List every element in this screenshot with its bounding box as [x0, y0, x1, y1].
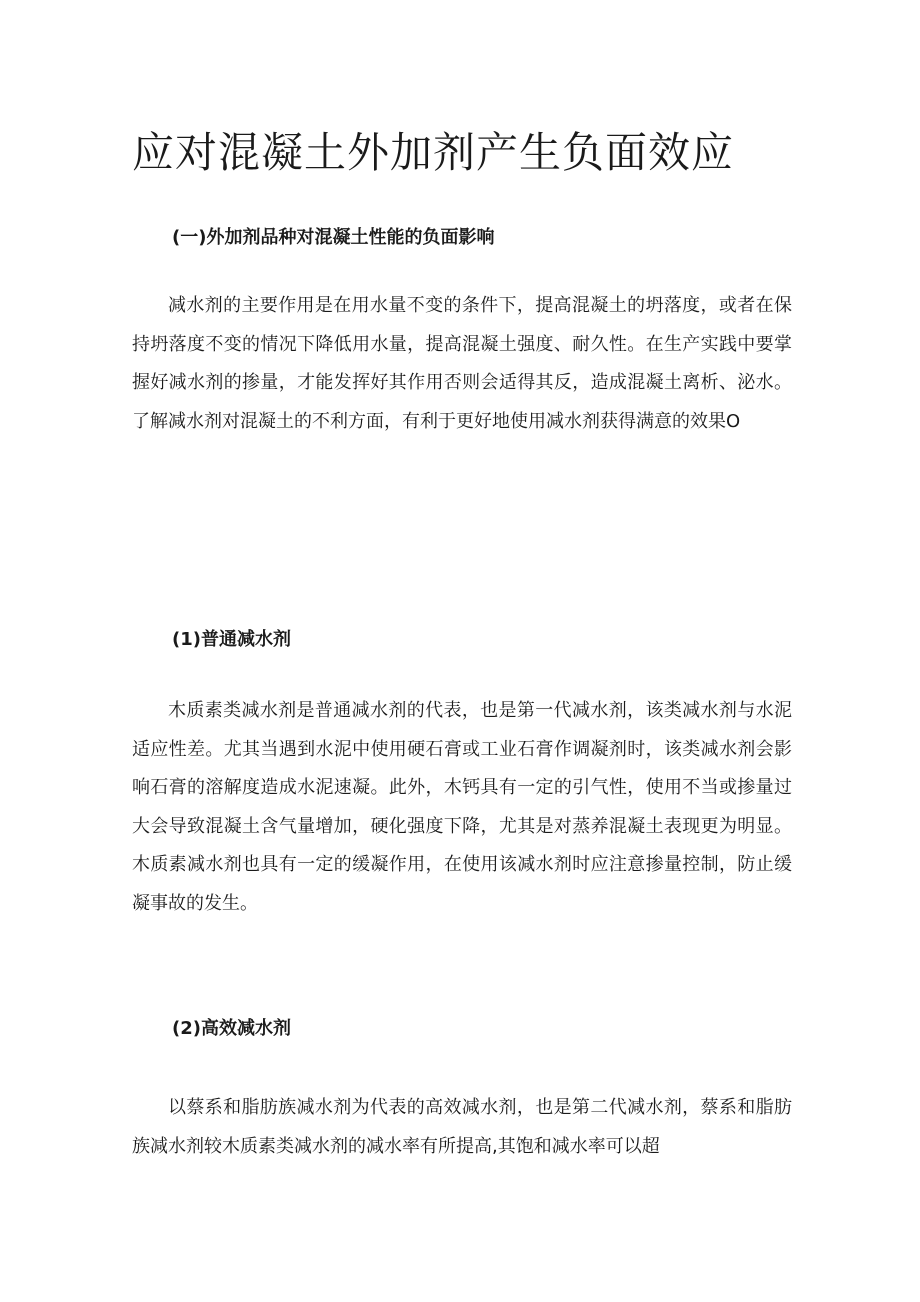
- subsection-heading-high-efficiency-water-reducer: (2)高效减水剂: [172, 1018, 291, 1039]
- subsection-paragraph-ordinary-water-reducer: 木质素类减水剂是普通减水剂的代表，也是第一代减水剂，该类减水剂与水泥适应性差。尤其当遇到水泥中使用硬石膏或工业石膏作调凝剂时，该类减水剂会影响石膏的溶解度造成水泥速凝。此外，木钙具有一定的引气性，使用不当或掺量过大会导致混凝土含气量增加，硬化强度下降，尤其是对蒸养混凝土表现更为明显。木质素减水剂也具有一定的缓凝作用，在使用该减水剂时应注意掺量控制，防止缓凝事故的发生。: [132, 700, 792, 914]
- subsection-heading-ordinary-water-reducer: (1)普通减水剂: [172, 629, 291, 650]
- document-title: 应对混凝土外加剂产生负面效应: [132, 128, 735, 177]
- subsection-paragraph-high-efficiency-water-reducer: 以蔡系和脂肪族减水剂为代表的高效减水剂，也是第二代减水剂，蔡系和脂肪族减水剂较木质素类减水剂的减水率有所提高,其饱和减水率可以超: [132, 1097, 792, 1157]
- intro-paragraph: 减水剂的主要作用是在用水量不变的条件下，提高混凝土的坍落度，或者在保持坍落度不变的情况下降低用水量，提高混凝土强度、耐久性。在生产实践中要掌握好减水剂的掺量，才能发挥好其作用否则会适得其反，造成混凝土离析、泌水。了解减水剂对混凝土的不利方面，有利于更好地使用减水剂获得满意的效果O: [132, 295, 792, 432]
- section-heading: (一)外加剂品种对混凝土性能的负面影响: [172, 227, 495, 248]
